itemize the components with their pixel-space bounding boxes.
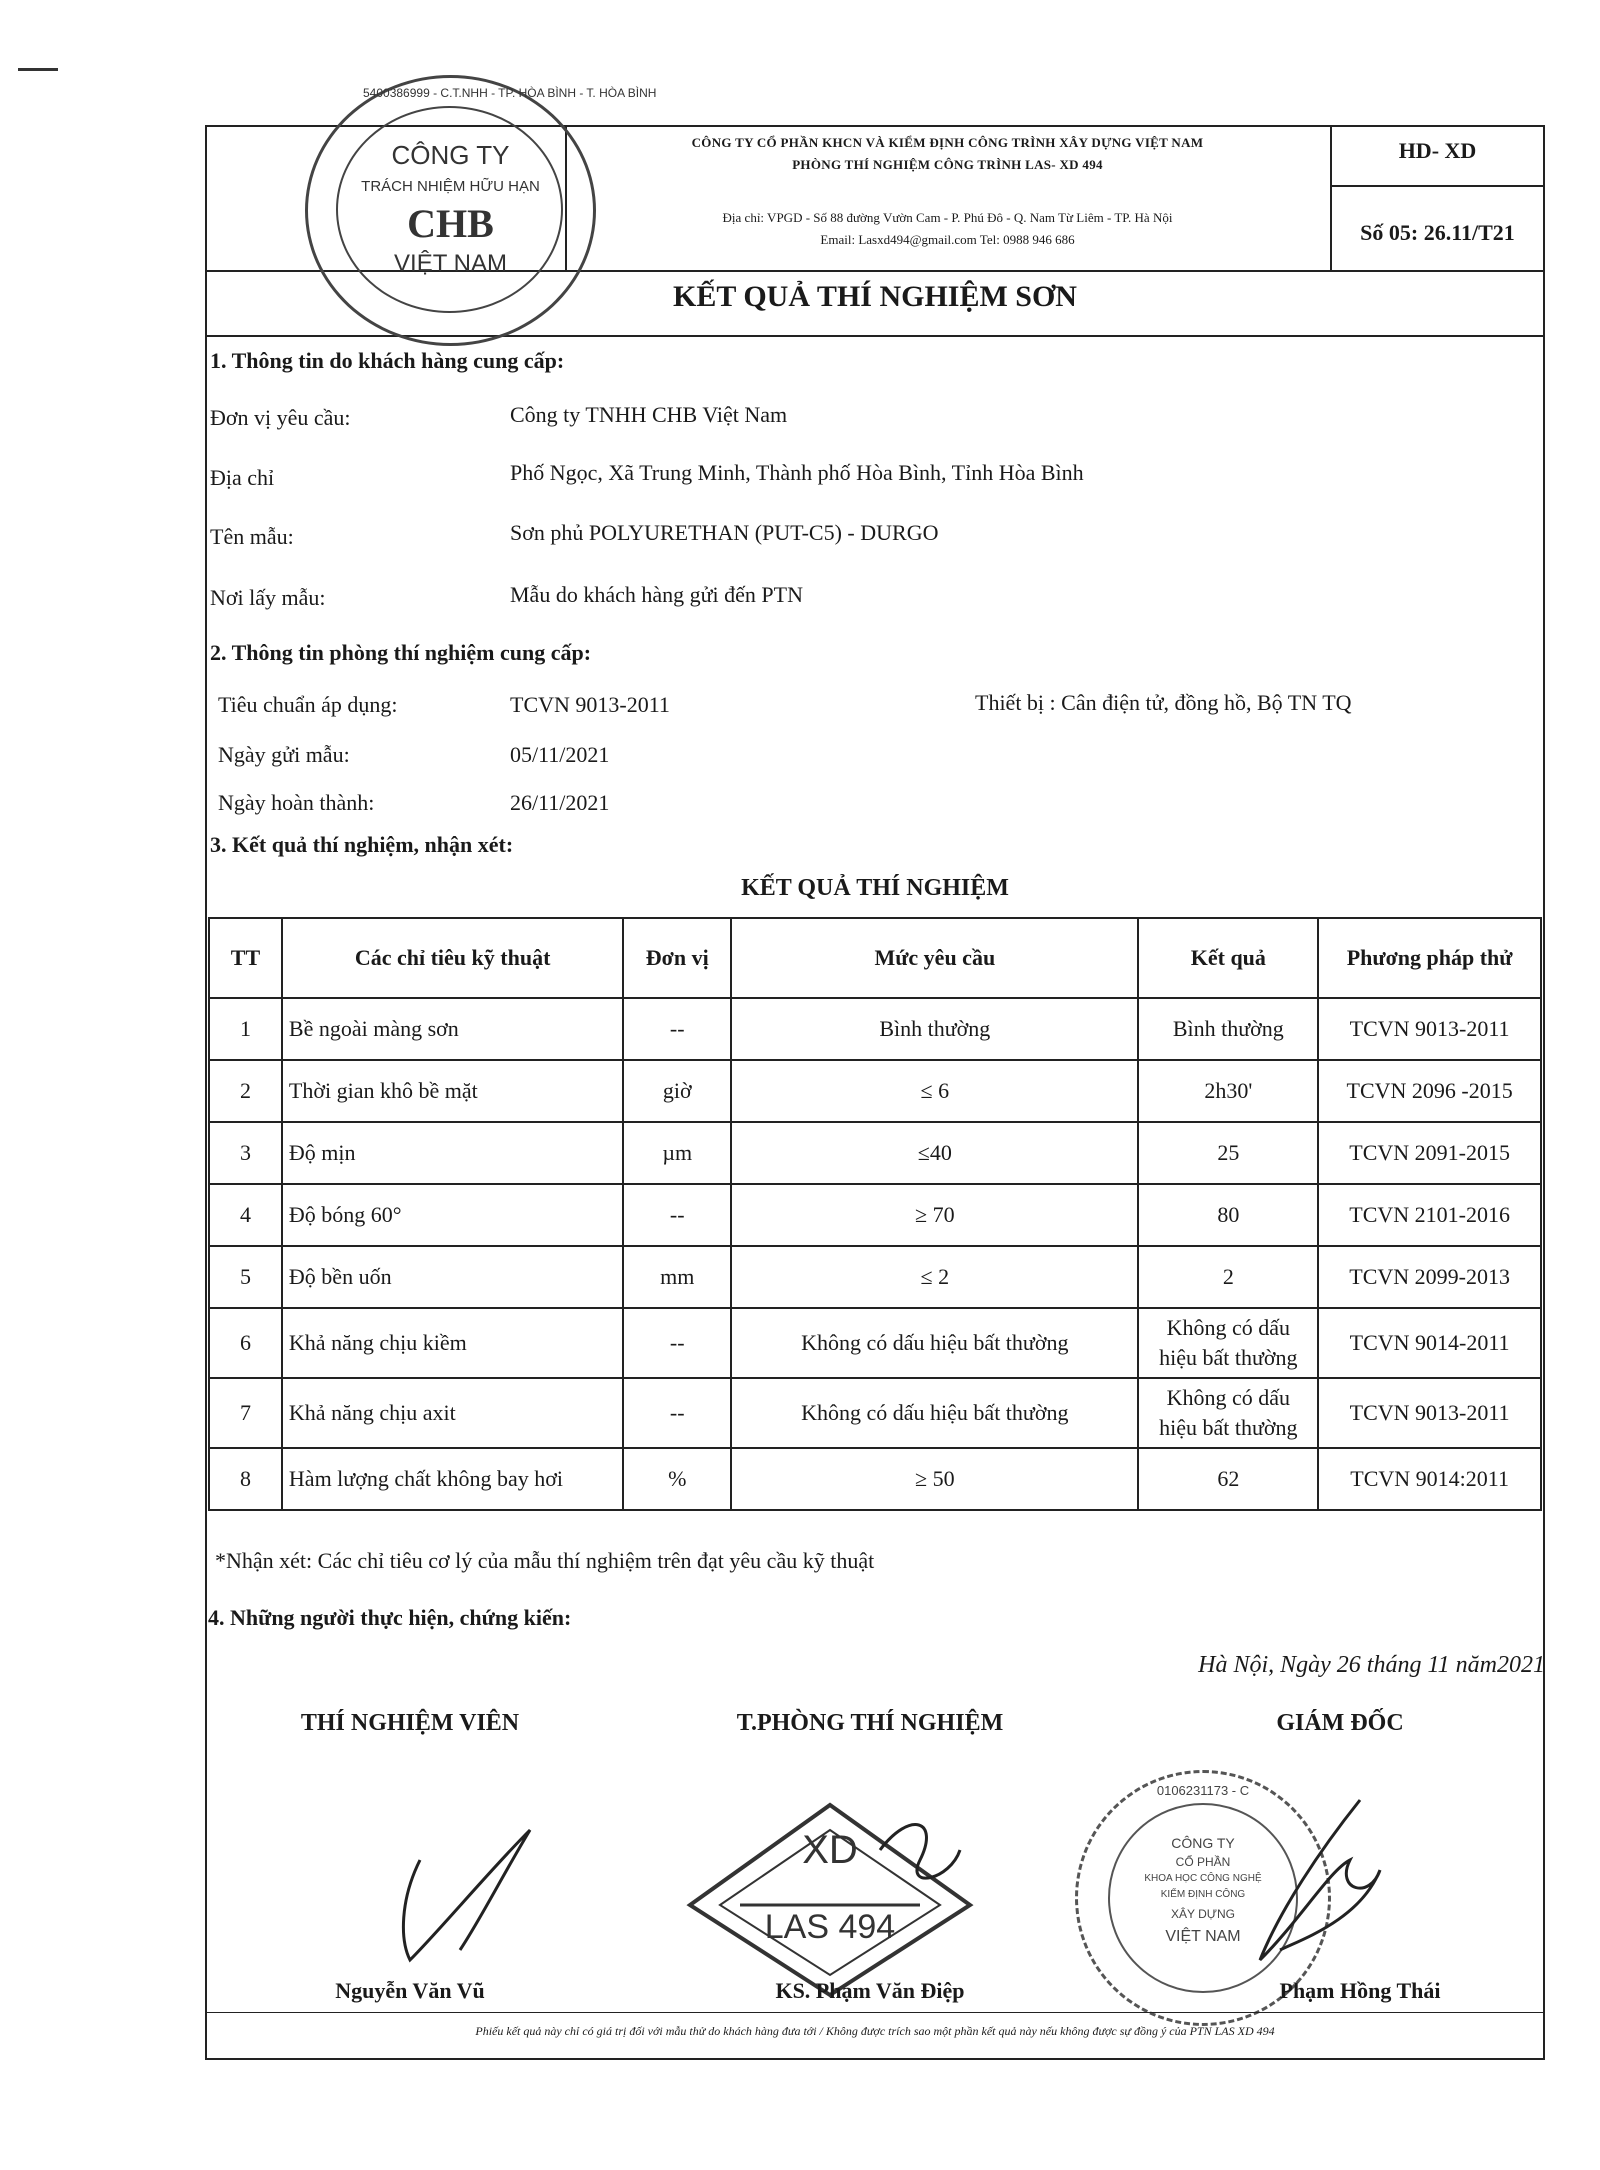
cell-result: 25 xyxy=(1138,1122,1318,1184)
col-header-tt: TT xyxy=(209,918,282,998)
cell-criteria: Thời gian khô bề mặt xyxy=(282,1060,623,1122)
cell-criteria: Bề ngoài màng sơn xyxy=(282,998,623,1060)
cell-tt: 5 xyxy=(209,1246,282,1308)
cell-requirement: ≥ 70 xyxy=(731,1184,1138,1246)
cell-unit: % xyxy=(623,1448,731,1510)
cell-requirement: ≥ 50 xyxy=(731,1448,1138,1510)
customer-stamp-line-1: CÔNG TY xyxy=(391,140,510,170)
cell-method: TCVN 2096 -2015 xyxy=(1318,1060,1541,1122)
cell-criteria: Khả năng chịu axit xyxy=(282,1378,623,1448)
lab-name: PHÒNG THÍ NGHIỆM CÔNG TRÌNH LAS- XD 494 xyxy=(792,157,1103,172)
col-header-requirement: Mức yêu cầu xyxy=(731,918,1138,998)
cell-tt: 7 xyxy=(209,1378,282,1448)
cell-criteria: Độ bóng 60° xyxy=(282,1184,623,1246)
table-row xyxy=(209,1378,1541,1448)
cell-method: TCVN 9013-2011 xyxy=(1318,998,1541,1060)
cell-method: TCVN 2099-2013 xyxy=(1318,1246,1541,1308)
table-row xyxy=(209,1184,1541,1246)
director-stamp-ring-text: 0106231173 - C xyxy=(1156,1783,1250,1798)
scan-mark xyxy=(18,68,58,71)
field-label-sampling-place: Nơi lấy mẫu: xyxy=(210,585,326,610)
cell-unit: -- xyxy=(623,998,731,1060)
lab-head-name: KS. Phạm Văn Điệp xyxy=(775,1978,965,2003)
field-value-sampling-place: Mẫu do khách hàng gửi đến PTN xyxy=(510,582,803,607)
cell-method: TCVN 9014-2011 xyxy=(1318,1308,1541,1378)
cell-method: TCVN 2101-2016 xyxy=(1318,1184,1541,1246)
done-date-value: 26/11/2021 xyxy=(510,790,610,815)
table-row xyxy=(209,1246,1541,1308)
cell-result: 80 xyxy=(1138,1184,1318,1246)
cell-requirement: Không có dấu hiệu bất thường xyxy=(731,1378,1138,1448)
cell-tt: 3 xyxy=(209,1122,282,1184)
standard-label: Tiêu chuẩn áp dụng: xyxy=(218,692,398,717)
director-stamp-line-1: CÔNG TY xyxy=(1171,1835,1235,1851)
tester-signature xyxy=(380,1820,570,1970)
cell-requirement: ≤ 2 xyxy=(731,1246,1138,1308)
field-label-sample: Tên mẫu: xyxy=(210,524,294,549)
director-signature xyxy=(1240,1790,1390,1980)
table-row xyxy=(209,1122,1541,1184)
results-header-row xyxy=(209,918,1541,998)
header-divider-1 xyxy=(1330,185,1545,187)
cell-result: Bình thường xyxy=(1138,998,1318,1060)
form-code: HD- XD xyxy=(1398,138,1477,163)
cell-unit: µm xyxy=(623,1122,731,1184)
field-label-address: Địa chỉ xyxy=(210,465,275,490)
done-date-label: Ngày hoàn thành: xyxy=(218,790,375,815)
director-stamp-line-6: VIỆT NAM xyxy=(1165,1928,1241,1945)
cell-tt: 8 xyxy=(209,1448,282,1510)
cell-requirement: ≤ 6 xyxy=(731,1060,1138,1122)
cell-criteria: Hàm lượng chất không bay hơi xyxy=(282,1448,623,1510)
director-name: Phạm Hồng Thái xyxy=(1279,1978,1441,2003)
cell-unit: mm xyxy=(623,1246,731,1308)
section-1-heading: 1. Thông tin do khách hàng cung cấp: xyxy=(210,348,565,373)
signing-date: Hà Nội, Ngày 26 tháng 11 năm2021 xyxy=(1198,1652,1545,1678)
table-row xyxy=(209,1448,1541,1510)
cell-method: TCVN 2091-2015 xyxy=(1318,1122,1541,1184)
cell-requirement: ≤40 xyxy=(731,1122,1138,1184)
cell-unit: -- xyxy=(623,1308,731,1378)
results-table-title: KẾT QUẢ THÍ NGHIỆM xyxy=(741,875,1009,901)
cell-result: 2h30' xyxy=(1138,1060,1318,1122)
lab-stamp xyxy=(680,1790,980,2000)
field-label-requester: Đơn vị yêu cầu: xyxy=(210,405,351,430)
cell-tt: 6 xyxy=(209,1308,282,1378)
lab-stamp-line-2: LAS 494 xyxy=(764,1908,896,1946)
section-3-heading: 3. Kết quả thí nghiệm, nhận xét: xyxy=(210,832,514,857)
cell-unit: -- xyxy=(623,1184,731,1246)
cell-tt: 1 xyxy=(209,998,282,1060)
customer-stamp-line-2: TRÁCH NHIỆM HỮU HẠN xyxy=(361,178,540,195)
role-tester: THÍ NGHIỆM VIÊN xyxy=(300,1710,520,1736)
customer-stamp xyxy=(305,75,657,346)
cell-unit: -- xyxy=(623,1378,731,1448)
sent-date-label: Ngày gửi mẫu: xyxy=(218,742,350,767)
cell-requirement: Không có dấu hiệu bất thường xyxy=(731,1308,1138,1378)
field-value-address: Phố Ngọc, Xã Trung Minh, Thành phố Hòa Bình, Tỉnh Hòa Bình xyxy=(510,460,1084,485)
section-4-heading: 4. Những người thực hiện, chứng kiến: xyxy=(208,1605,572,1630)
role-director: GIÁM ĐỐC xyxy=(1276,1710,1404,1736)
field-value-requester: Công ty TNHH CHB Việt Nam xyxy=(510,402,788,427)
equipment-text: Thiết bị : Cân điện tử, đồng hồ, Bộ TN TQ xyxy=(975,690,1352,715)
role-lab-head: T.PHÒNG THÍ NGHIỆM xyxy=(736,1710,1004,1736)
cell-result: 62 xyxy=(1138,1448,1318,1510)
field-value-sample: Sơn phủ POLYURETHAN (PUT-C5) - DURGO xyxy=(510,520,939,545)
cell-method: TCVN 9013-2011 xyxy=(1318,1378,1541,1448)
cell-result: Không có dấu hiệu bất thường xyxy=(1138,1308,1318,1378)
customer-stamp-ring-text: 5400386999 - C.T.NHH - TP. HÒA BÌNH - T. HÒA BÌNH xyxy=(363,86,657,100)
director-stamp-line-3: KHOA HỌC CÔNG NGHỆ xyxy=(1144,1873,1262,1884)
table-row xyxy=(209,998,1541,1060)
footnote-divider xyxy=(205,2012,1545,2013)
director-stamp-line-5: XÂY DỰNG xyxy=(1170,1907,1236,1921)
lab-contact: Email: Lasxd494@gmail.com Tel: 0988 946 686 xyxy=(820,232,1075,247)
footnote: Phiếu kết quả này chỉ có giá trị đối với mẫu thử do khách hàng đưa tới / Không được trích sao một phần kết quả này nếu không được sự đồng ý của PTN LAS XD 494 xyxy=(475,2024,1275,2038)
cell-criteria: Độ mịn xyxy=(282,1122,623,1184)
cell-requirement: Bình thường xyxy=(731,998,1138,1060)
cell-method: TCVN 9014:2011 xyxy=(1318,1448,1541,1510)
cell-tt: 4 xyxy=(209,1184,282,1246)
cell-criteria: Độ bền uốn xyxy=(282,1246,623,1308)
company-name: CÔNG TY CỔ PHẦN KHCN VÀ KIỂM ĐỊNH CÔNG TRÌNH XÂY DỰNG VIỆT NAM xyxy=(691,135,1204,150)
remark: *Nhận xét: Các chỉ tiêu cơ lý của mẫu thí nghiệm trên đạt yêu cầu kỹ thuật xyxy=(215,1548,875,1573)
col-header-method: Phương pháp thử xyxy=(1318,918,1541,998)
sent-date-value: 05/11/2021 xyxy=(510,742,610,767)
standard-value: TCVN 9013-2011 xyxy=(510,692,670,717)
cell-result: Không có dấu hiệu bất thường xyxy=(1138,1378,1318,1448)
section-2-heading: 2. Thông tin phòng thí nghiệm cung cấp: xyxy=(210,640,592,665)
cell-tt: 2 xyxy=(209,1060,282,1122)
cell-result: 2 xyxy=(1138,1246,1318,1308)
tester-name: Nguyễn Văn Vũ xyxy=(335,1978,485,2003)
col-header-criteria: Các chỉ tiêu kỹ thuật xyxy=(282,918,623,998)
customer-stamp-line-3: CHB xyxy=(407,201,494,246)
lab-stamp-line-1: XD xyxy=(802,1828,858,1872)
director-stamp-line-2: CỔ PHẦN xyxy=(1175,1855,1231,1869)
cell-unit: giờ xyxy=(623,1060,731,1122)
cell-criteria: Khả năng chịu kiềm xyxy=(282,1308,623,1378)
lab-address: Địa chỉ: VPGD - Số 88 đường Vườn Cam - P. Phú Đô - Q. Nam Từ Liêm - TP. Hà Nội xyxy=(722,210,1173,225)
report-number: Số 05: 26.11/T21 xyxy=(1360,220,1515,245)
col-header-unit: Đơn vị xyxy=(623,918,731,998)
col-header-result: Kết quả xyxy=(1138,918,1318,998)
customer-stamp-line-4: VIỆT NAM xyxy=(394,250,507,277)
results-table xyxy=(208,917,1542,1511)
table-row xyxy=(209,1060,1541,1122)
director-stamp-line-4: KIỂM ĐỊNH CÔNG xyxy=(1160,1889,1246,1900)
table-row xyxy=(209,1308,1541,1378)
document-title: KẾT QUẢ THÍ NGHIỆM SƠN xyxy=(673,280,1077,313)
